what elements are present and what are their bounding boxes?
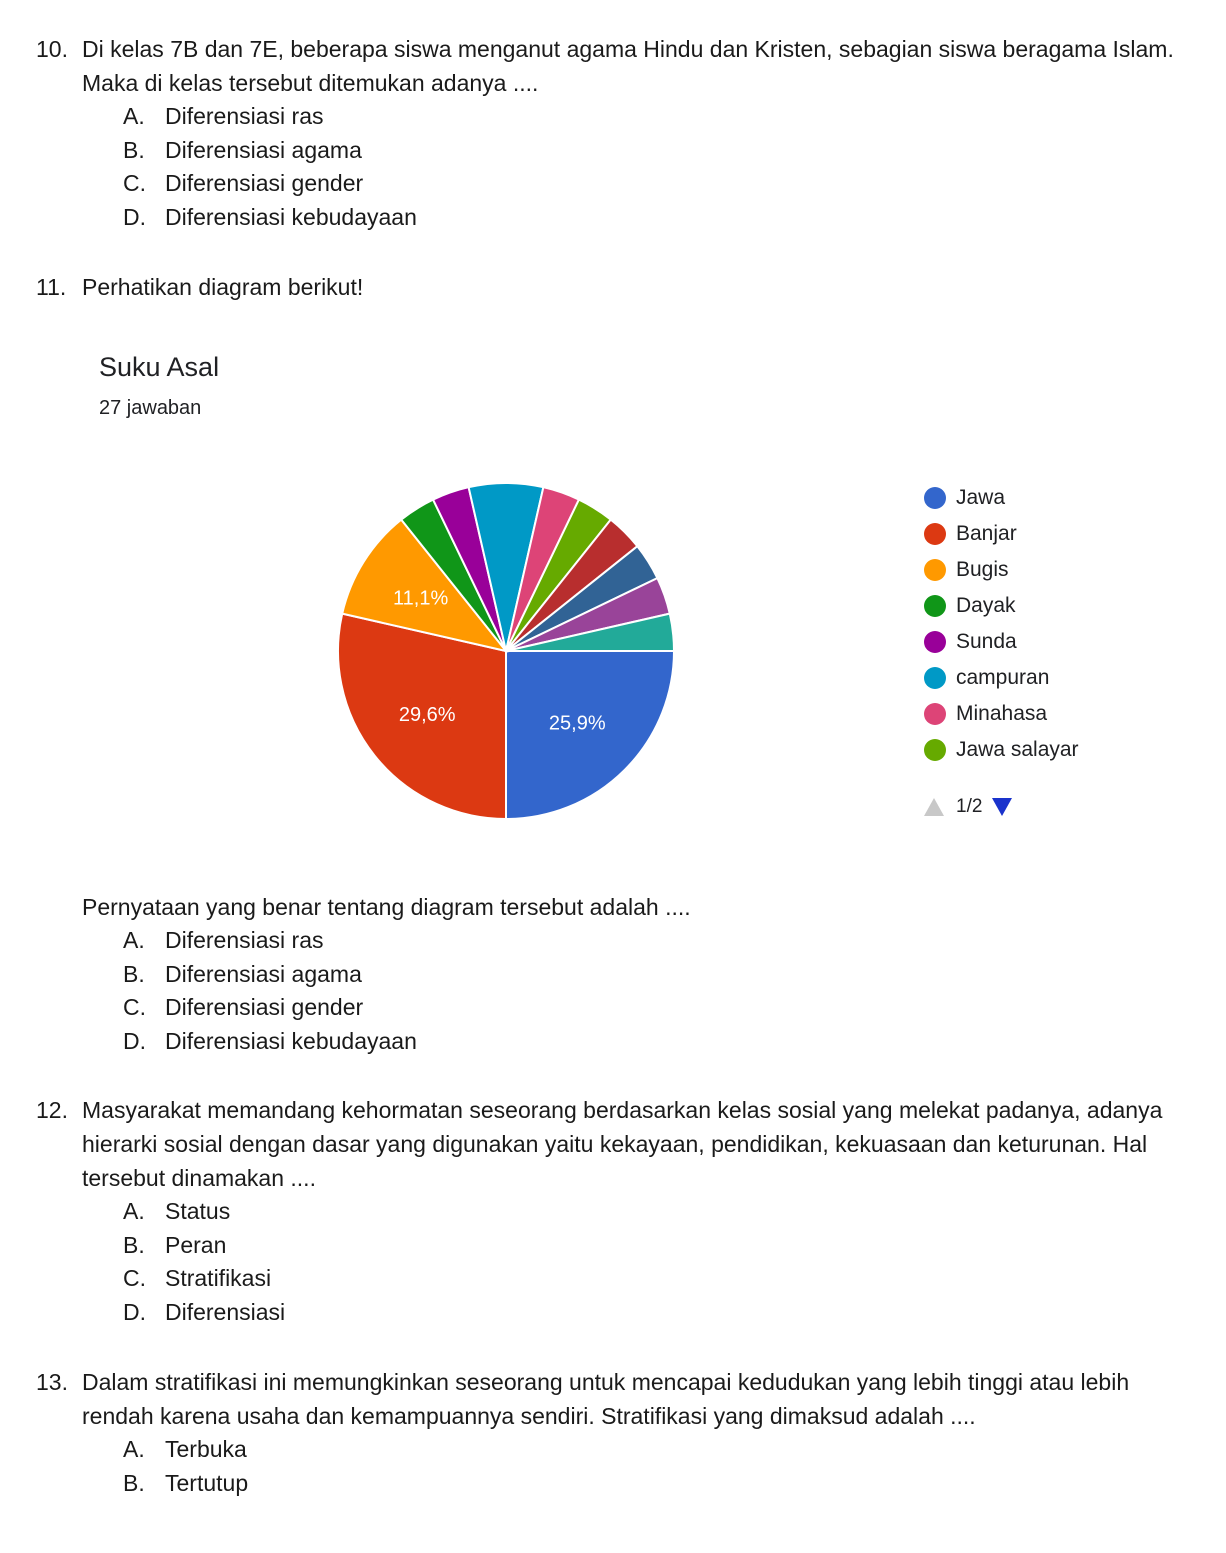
option-letter: A. xyxy=(123,1436,145,1462)
option-d[interactable] xyxy=(36,201,1206,235)
question-number: 13. xyxy=(36,1369,68,1395)
question-11-followup xyxy=(36,890,1206,1058)
legend-label: campuran xyxy=(956,666,1050,689)
legend-label: Sunda xyxy=(956,630,1017,653)
option-text: Diferensiasi kebudayaan xyxy=(165,203,417,230)
question-13-stem xyxy=(36,1365,1206,1433)
option-text: Diferensiasi gender xyxy=(165,994,364,1020)
option-letter: B. xyxy=(123,1231,145,1258)
legend-swatch-icon xyxy=(924,631,946,653)
chart-legend xyxy=(924,480,1079,768)
legend-swatch-icon xyxy=(924,703,946,725)
option-letter: C. xyxy=(123,1265,146,1291)
legend-swatch-icon xyxy=(924,595,946,617)
question-text: Masyarakat memandang kehormatan seseorang berdasarkan kelas sosial yang melekat padanya, adanya hierarki sosial dengan dasar yang digunakan yaitu kekayaan, pendidikan, kekuasaan dan keturunan. Hal tersebut dinamakan .... xyxy=(82,1097,1163,1191)
option-letter: A. xyxy=(123,1198,145,1224)
legend-item[interactable] xyxy=(924,552,1079,588)
options-list xyxy=(36,100,1206,234)
pie-slice-label: 11,1% xyxy=(393,587,449,610)
option-a[interactable] xyxy=(36,1433,1206,1467)
legend-item[interactable] xyxy=(924,516,1079,552)
options-list xyxy=(36,1433,1206,1500)
option-a[interactable] xyxy=(36,100,1206,134)
chart-title: Suku Asal xyxy=(99,352,220,382)
legend-label: Jawa xyxy=(956,486,1006,509)
question-13 xyxy=(36,1365,1206,1500)
option-text: Diferensiasi agama xyxy=(165,136,362,163)
option-c[interactable] xyxy=(36,1262,1206,1296)
option-text: Diferensiasi ras xyxy=(165,927,324,953)
question-text: Di kelas 7B dan 7E, beberapa siswa menganut agama Hindu dan Kristen, sebagian siswa beragama Islam. Maka di kelas tersebut ditemukan adanya .... xyxy=(82,36,1174,96)
options-list xyxy=(36,924,1206,1058)
previous-page-icon xyxy=(924,798,944,816)
pie-chart xyxy=(320,470,700,840)
option-c[interactable] xyxy=(36,167,1206,201)
legend-label: Banjar xyxy=(956,522,1017,545)
option-text: Tertutup xyxy=(165,1469,249,1496)
legend-label: Bugis xyxy=(956,558,1009,581)
option-text: Diferensiasi ras xyxy=(165,103,324,129)
question-11 xyxy=(36,270,1206,304)
option-b[interactable] xyxy=(36,1229,1206,1263)
question-11-stem xyxy=(36,270,1206,304)
question-number: 10. xyxy=(36,36,68,62)
legend-swatch-icon xyxy=(924,667,946,689)
option-text: Status xyxy=(165,1198,231,1224)
option-d[interactable] xyxy=(36,1025,1206,1059)
legend-swatch-icon xyxy=(924,523,946,545)
question-11-prompt xyxy=(36,890,1206,924)
question-number: 12. xyxy=(36,1097,68,1123)
legend-item[interactable] xyxy=(924,696,1079,732)
question-12-stem xyxy=(36,1093,1206,1195)
option-b[interactable] xyxy=(36,958,1206,992)
option-a[interactable] xyxy=(36,1195,1206,1229)
option-letter: B. xyxy=(123,960,145,987)
option-a[interactable] xyxy=(36,924,1206,958)
option-text: Diferensiasi agama xyxy=(165,960,362,987)
legend-label: Dayak xyxy=(956,594,1016,617)
legend-label: Jawa salayar xyxy=(956,738,1079,761)
option-text: Diferensiasi xyxy=(165,1298,286,1325)
question-text: Perhatikan diagram berikut! xyxy=(82,274,364,300)
question-10-stem xyxy=(36,32,1206,100)
question-12 xyxy=(36,1093,1206,1329)
option-text: Stratifikasi xyxy=(165,1265,272,1291)
option-b[interactable] xyxy=(36,134,1206,168)
question-text: Dalam stratifikasi ini memungkinkan seseorang untuk mencapai kedudukan yang lebih tinggi atau lebih rendah karena usaha dan kemampuannya sendiri. Stratifikasi yang dimaksud adalah .... xyxy=(82,1369,1130,1429)
options-list xyxy=(36,1195,1206,1329)
question-number: 11. xyxy=(36,274,67,300)
option-letter: D. xyxy=(123,1298,146,1325)
option-letter: D. xyxy=(123,203,146,230)
pie-slice-label: 29,6% xyxy=(398,703,456,726)
option-text: Diferensiasi kebudayaan xyxy=(165,1027,417,1054)
option-b[interactable] xyxy=(36,1467,1206,1501)
pie-slice-label: 25,9% xyxy=(548,712,606,735)
next-page-icon[interactable] xyxy=(992,798,1012,816)
legend-item[interactable] xyxy=(924,624,1079,660)
question-10 xyxy=(36,32,1206,234)
legend-item[interactable] xyxy=(924,732,1079,768)
option-letter: D. xyxy=(123,1027,146,1054)
option-c[interactable] xyxy=(36,991,1206,1025)
legend-swatch-icon xyxy=(924,559,946,581)
option-text: Diferensiasi gender xyxy=(165,170,364,196)
option-letter: C. xyxy=(123,994,146,1020)
legend-swatch-icon xyxy=(924,739,946,761)
legend-item[interactable] xyxy=(924,588,1079,624)
legend-swatch-icon xyxy=(924,487,946,509)
question-text: Pernyataan yang benar tentang diagram tersebut adalah .... xyxy=(82,894,691,920)
legend-item[interactable] xyxy=(924,660,1079,696)
legend-pagination xyxy=(924,796,1012,818)
pie-slice-jawa[interactable] xyxy=(506,651,674,819)
option-letter: A. xyxy=(123,927,145,953)
option-letter: B. xyxy=(123,1469,145,1496)
option-letter: B. xyxy=(123,136,145,163)
legend-label: Minahasa xyxy=(956,702,1048,725)
chart-response-count: 27 jawaban xyxy=(99,397,202,419)
option-letter: A. xyxy=(123,103,145,129)
legend-item[interactable] xyxy=(924,480,1079,516)
option-d[interactable] xyxy=(36,1296,1206,1330)
option-text: Peran xyxy=(165,1231,227,1258)
option-letter: C. xyxy=(123,170,146,196)
option-text: Terbuka xyxy=(165,1436,247,1462)
page-indicator: 1/2 xyxy=(956,796,983,817)
